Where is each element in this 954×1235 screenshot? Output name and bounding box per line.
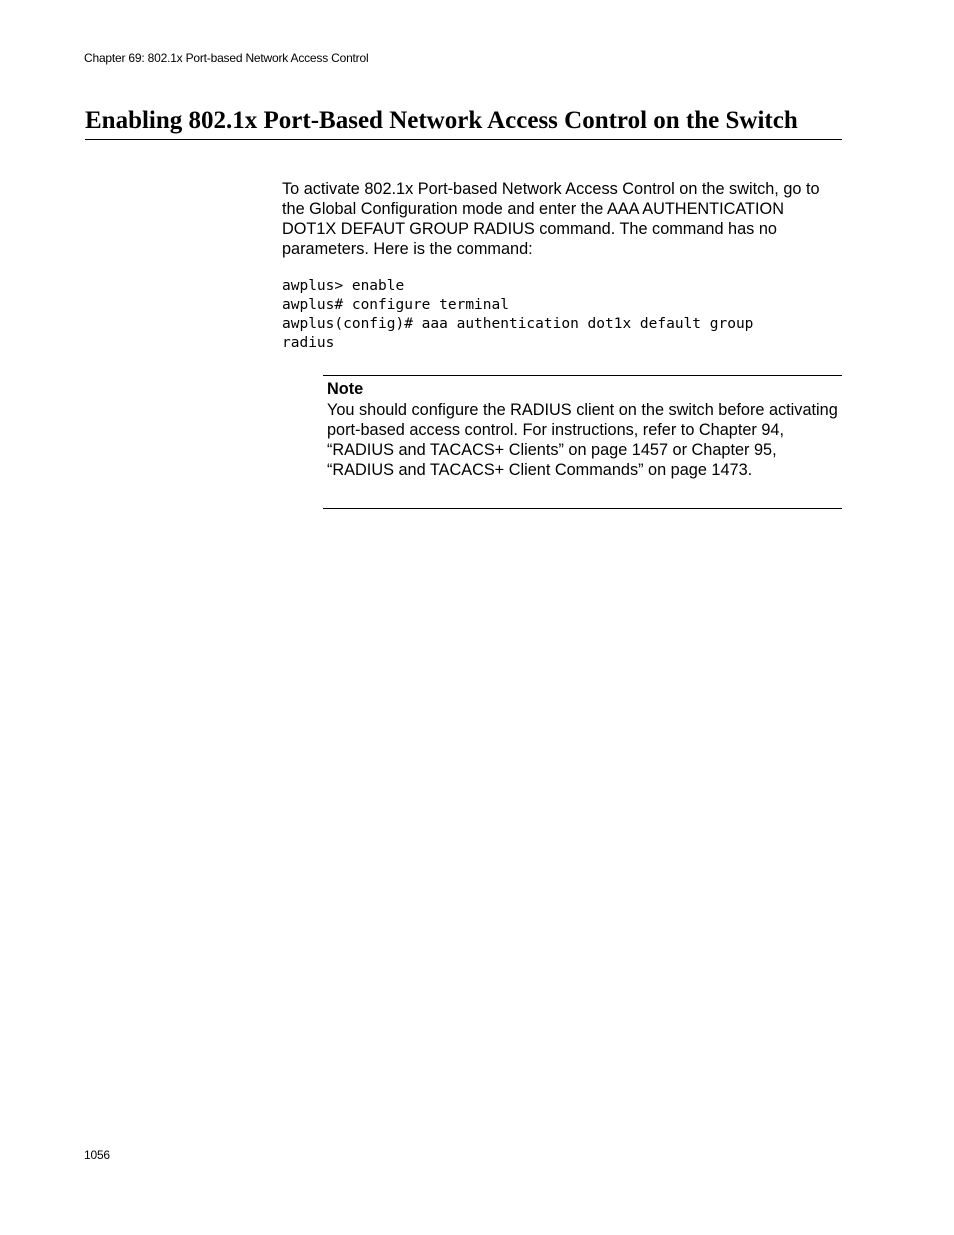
note-heading: Note [327, 380, 364, 398]
running-header: Chapter 69: 802.1x Port-based Network Access Control [84, 51, 369, 65]
section-title: Enabling 802.1x Port-Based Network Access Control on the Switch [85, 106, 842, 140]
command-example-block [282, 277, 842, 353]
page-number: 1056 [84, 1148, 110, 1162]
command-line: awplus# configure terminal [282, 297, 509, 313]
command-line: awplus> enable [282, 278, 405, 294]
command-line: radius [282, 335, 335, 351]
section-body-paragraph: To activate 802.1x Port-based Network Access Control on the switch, go to the Global Configuration mode and enter the AAA AUTHENTICATION DOT1X DEFAUT GROUP RADIUS command. The command has no parameters. Here is the command: [282, 180, 820, 258]
command-line: awplus(config)# aaa authentication dot1x default group [282, 316, 754, 332]
note-box [323, 375, 842, 509]
note-text: You should configure the RADIUS client on the switch before activating port-based access control. For instructions, refer to Chapter 94, “RADIUS and TACACS+ Clients” on page 1457 or Chapter 95, “RADIUS and TACACS+ Client Commands” on page 1473. [327, 401, 838, 479]
